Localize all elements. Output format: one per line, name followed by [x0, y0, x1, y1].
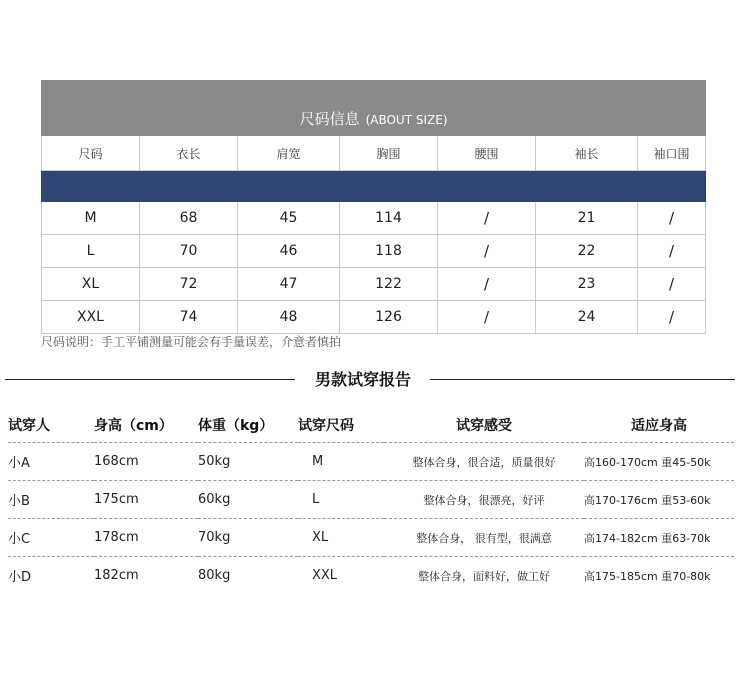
tested-size: L — [298, 481, 384, 519]
table-cell: L — [42, 235, 140, 268]
fit-range: 高174-182cm 重63-70k — [584, 519, 734, 557]
table-cell: 45 — [238, 202, 340, 235]
color-band — [42, 171, 706, 202]
try-on-feeling: 整体合身， 很有型，很满意 — [384, 519, 584, 557]
table-cell: XXL — [42, 301, 140, 334]
column-header: 肩宽 — [238, 136, 340, 171]
try-on-feeling: 整体合身，很漂亮，好评 — [384, 481, 584, 519]
fit-range: 高170-176cm 重53-60k — [584, 481, 734, 519]
size-table-title-cn: 尺码信息 — [299, 110, 360, 128]
table-cell: 21 — [536, 202, 638, 235]
tester-name: 小D — [8, 570, 32, 585]
tester-height: 175cm — [94, 481, 198, 519]
table-cell: 72 — [140, 268, 238, 301]
tester-name: 小B — [8, 481, 94, 519]
table-cell: 47 — [238, 268, 340, 301]
table-cell: / — [638, 301, 706, 334]
report-header-row — [8, 408, 734, 443]
column-header: 衣长 — [140, 136, 238, 171]
tester-height: 182cm — [94, 568, 139, 583]
table-cell: / — [438, 268, 536, 301]
table-cell: M — [42, 202, 140, 235]
try-on-feeling: 整体合身，面料好，做工好 — [418, 569, 550, 583]
table-cell: 122 — [340, 268, 438, 301]
tester-name: 小A — [8, 443, 94, 481]
tested-size: XL — [298, 519, 384, 557]
size-table-title-row — [42, 81, 706, 136]
size-table — [41, 80, 706, 334]
size-note: 尺码说明：手工平铺测量可能会有手量误差，介意者慎拍 — [41, 335, 342, 349]
table-cell: 114 — [340, 202, 438, 235]
table-cell: / — [438, 301, 536, 334]
table-cell: 46 — [238, 235, 340, 268]
tester-height: 168cm — [94, 443, 198, 481]
column-header: 身高（cm） — [94, 408, 198, 443]
try-on-report-table — [8, 408, 734, 594]
table-cell: / — [638, 202, 706, 235]
column-header: 胸围 — [340, 136, 438, 171]
report-row — [8, 519, 734, 557]
column-header: 腰围 — [438, 136, 536, 171]
tested-size: M — [298, 443, 384, 481]
table-cell: 22 — [536, 235, 638, 268]
table-cell: 23 — [536, 268, 638, 301]
table-cell: XL — [42, 268, 140, 301]
table-cell: 74 — [140, 301, 238, 334]
column-header: 袖口围 — [638, 136, 706, 171]
table-row — [42, 301, 706, 334]
tester-weight: 70kg — [198, 519, 298, 557]
table-cell: / — [638, 268, 706, 301]
report-row — [8, 481, 734, 519]
column-header: 尺码 — [42, 136, 140, 171]
heading-divider-left — [5, 379, 295, 380]
size-table-header-row — [42, 136, 706, 171]
table-cell: 24 — [536, 301, 638, 334]
table-cell: / — [438, 202, 536, 235]
size-table-color-band — [42, 171, 706, 202]
column-header: 试穿尺码 — [298, 408, 384, 443]
size-table-title — [42, 81, 706, 136]
heading-divider-right — [430, 379, 735, 380]
table-row — [42, 268, 706, 301]
table-cell: / — [438, 235, 536, 268]
fit-range: 高160-170cm 重45-50k — [584, 443, 734, 481]
tester-weight: 60kg — [198, 481, 298, 519]
column-header: 袖长 — [536, 136, 638, 171]
table-cell: 118 — [340, 235, 438, 268]
table-cell: 126 — [340, 301, 438, 334]
column-header: 试穿感受 — [384, 408, 584, 443]
table-cell: / — [638, 235, 706, 268]
tester-height: 178cm — [94, 519, 198, 557]
tester-name: 小C — [8, 519, 94, 557]
tested-size: XXL — [312, 568, 338, 583]
tester-weight: 50kg — [198, 443, 298, 481]
table-row — [42, 202, 706, 235]
size-table-title-en: (ABOUT SIZE) — [365, 113, 448, 127]
column-header: 体重（kg） — [198, 408, 298, 443]
fit-range: 高175-185cm 重70-80k — [584, 569, 711, 583]
column-header: 适应身高 — [584, 408, 734, 443]
table-cell: 70 — [140, 235, 238, 268]
column-header: 试穿人 — [8, 408, 94, 443]
table-row — [42, 235, 706, 268]
tester-weight: 80kg — [198, 568, 231, 583]
report-heading: 男款试穿报告 — [314, 370, 411, 389]
table-cell: 68 — [140, 202, 238, 235]
report-row — [8, 443, 734, 481]
report-row — [8, 557, 734, 595]
table-cell: 48 — [238, 301, 340, 334]
try-on-feeling: 整体合身，很合适，质量很好 — [384, 443, 584, 481]
